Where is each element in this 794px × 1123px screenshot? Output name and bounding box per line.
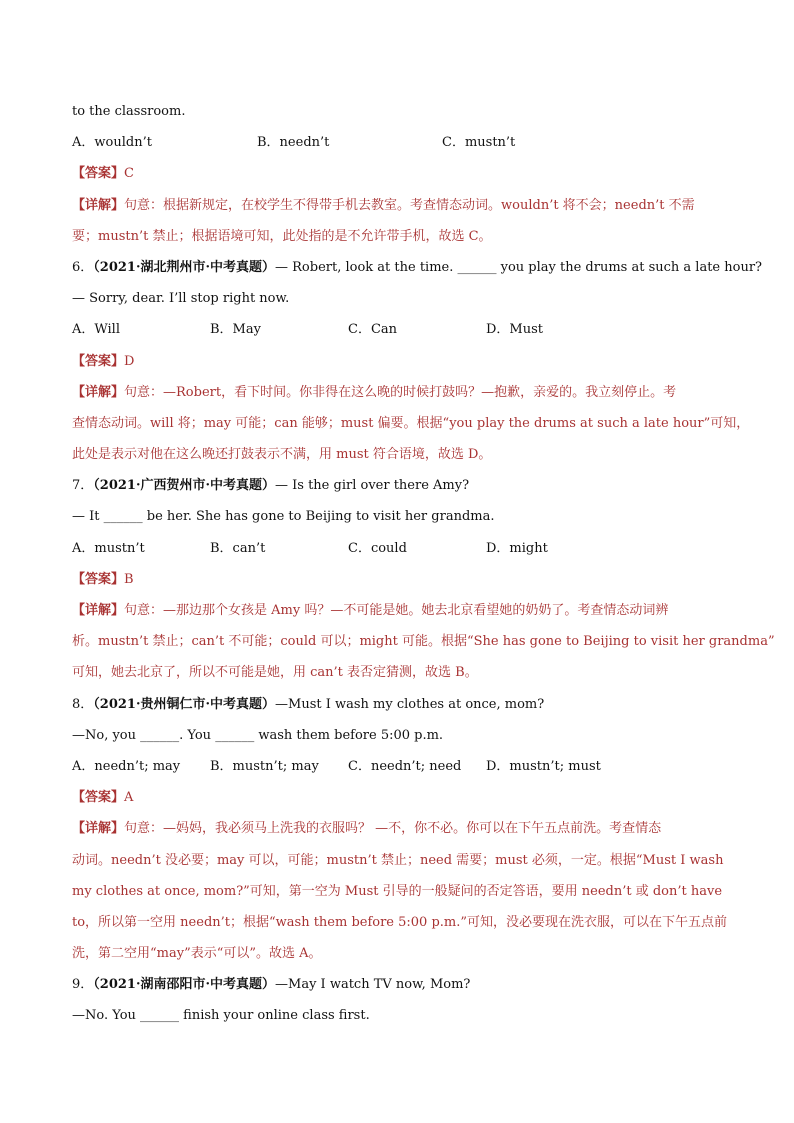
question-number: 8．: [72, 696, 94, 712]
q5-option-a: A．wouldn’t: [72, 135, 152, 151]
question-stem: —May I watch TV now, Mom?: [275, 977, 471, 993]
detail-tag: 【详解】: [72, 384, 125, 400]
answer-tag: 【答案】: [72, 790, 125, 806]
q9-reply: —No. You ______ finish your online class first.: [72, 1008, 370, 1024]
question-stem: — Is the girl over there Amy?: [275, 478, 470, 494]
question-number: 9．: [72, 977, 94, 993]
q8-options: [72, 751, 722, 782]
answer-value: A: [124, 790, 134, 806]
q5-answer: [72, 158, 722, 189]
question-number: 6．: [72, 259, 94, 275]
q6-options: [72, 314, 722, 345]
q8-option-d: D．mustn’t; must: [486, 758, 601, 774]
q6-option-a: A．Will: [72, 322, 120, 338]
q9-stem: [72, 969, 722, 1000]
q7-option-d: D．might: [486, 540, 548, 556]
q7-option-b: B．can’t: [210, 540, 266, 556]
q8-stem: [72, 689, 722, 720]
q6-reply: — Sorry, dear. I’ll stop right now.: [72, 291, 290, 307]
detail-text: 句意：根据新规定，在校学生不得带手机去教室。考查情态动词。wouldn’t 将不会；needn’t 不需: [124, 197, 695, 213]
q7-answer: [72, 564, 722, 595]
q5-detail-line-1: [72, 190, 722, 221]
q7-option-c: C．could: [348, 540, 407, 556]
q6-answer: [72, 346, 722, 377]
question-source: （2021·贵州铜仁市·中考真题）: [93, 696, 276, 712]
q7-detail-line-3: 可知，她去北京了，所以不可能是她，用 can’t 表否定猜测，故选 B。: [72, 665, 478, 681]
q8-detail-line-3: my clothes at once, mom?”可知，第一空为 Must 引导的一般疑问的否定答语，要用 needn’t 或 don’t have: [72, 883, 723, 899]
q6-stem: [72, 252, 763, 283]
q5-detail-line-2: 要；mustn’t 禁止；根据语境可知，此处指的是不允许带手机，故选 C。: [72, 228, 492, 244]
q6-detail-line-3: 此处是表示对他在这么晚还打鼓表示不满，用 must 符合语境，故选 D。: [72, 447, 492, 463]
q6-option-c: C．Can: [348, 322, 398, 338]
detail-tag: 【详解】: [72, 821, 125, 837]
q8-detail-line-4: to，所以第一空用 needn’t；根据“wash them before 5:00 p.m.”可知，没必要现在洗衣服，可以在下午五点前: [72, 914, 728, 930]
question-source: （2021·广西贺州市·中考真题）: [93, 478, 276, 494]
q6-detail-line-2: 查情态动词。will 将；may 可能；can 能够；must 偏要。根据“you play the drums at such a late hour”可知，: [72, 415, 750, 431]
q8-option-b: B．mustn’t; may: [210, 758, 319, 774]
answer-value: D: [124, 353, 135, 369]
question-stem: — Robert, look at the time. ______ you play the drums at such a late hour?: [275, 259, 763, 275]
detail-tag: 【详解】: [72, 197, 125, 213]
document-page: [72, 96, 775, 1032]
q8-answer: [72, 782, 722, 813]
answer-value: B: [124, 571, 134, 587]
q7-detail-line-1: [72, 595, 722, 626]
q6-detail-line-1: [72, 377, 722, 408]
answer-value: C: [124, 166, 134, 182]
q6-option-d: D．Must: [486, 322, 544, 338]
q5-options: [72, 127, 722, 158]
q8-option-a: A．needn’t; may: [72, 758, 181, 774]
answer-tag: 【答案】: [72, 571, 125, 587]
q7-reply: — It ______ be her. She has gone to Beijing to visit her grandma.: [72, 509, 495, 525]
detail-text: 句意：—Robert，看下时间。你非得在这么晚的时候打鼓吗？—抱歉，亲爱的。我立刻停止。考: [124, 384, 677, 400]
q7-option-a: A．mustn’t: [72, 540, 145, 556]
q8-detail-line-2: 动词。needn’t 没必要；may 可以，可能；mustn’t 禁止；need 需要；must 必须，一定。根据“Must I wash: [72, 852, 724, 868]
q7-options: [72, 533, 722, 564]
q8-detail-line-5: 洗，第二空用“may”表示“可以”。故选 A。: [72, 946, 322, 962]
question-number: 7．: [72, 478, 94, 494]
q5-option-b: B．needn’t: [257, 135, 330, 151]
q8-reply: —No, you ______. You ______ wash them before 5:00 p.m.: [72, 727, 444, 743]
answer-tag: 【答案】: [72, 353, 125, 369]
q8-option-c: C．needn’t; need: [348, 758, 462, 774]
q8-detail-line-1: [72, 813, 722, 844]
detail-text: 句意：—那边那个女孩是 Amy 吗？—不可能是她。她去北京看望她的奶奶了。考查情态动词辨: [124, 603, 669, 618]
answer-tag: 【答案】: [72, 166, 125, 182]
q5-option-c: C．mustn’t: [442, 135, 516, 151]
q7-detail-line-2: 析。mustn’t 禁止；can’t 不可能；could 可以；might 可能。根据“She has gone to Beijing to visit her grandma”: [72, 634, 775, 650]
q6-option-b: B．May: [210, 322, 261, 338]
question-source: （2021·湖北荆州市·中考真题）: [93, 259, 276, 275]
q7-stem: [72, 470, 722, 501]
question-stem: —Must I wash my clothes at once, mom?: [275, 696, 545, 712]
detail-text: 句意：—妈妈，我必须马上洗我的衣服吗？ —不，你不必。你可以在下午五点前洗。考查情态: [124, 821, 662, 837]
q5-stem-tail: to the classroom.: [72, 104, 186, 119]
question-source: （2021·湖南邵阳市·中考真题）: [93, 977, 276, 993]
detail-tag: 【详解】: [72, 603, 125, 618]
